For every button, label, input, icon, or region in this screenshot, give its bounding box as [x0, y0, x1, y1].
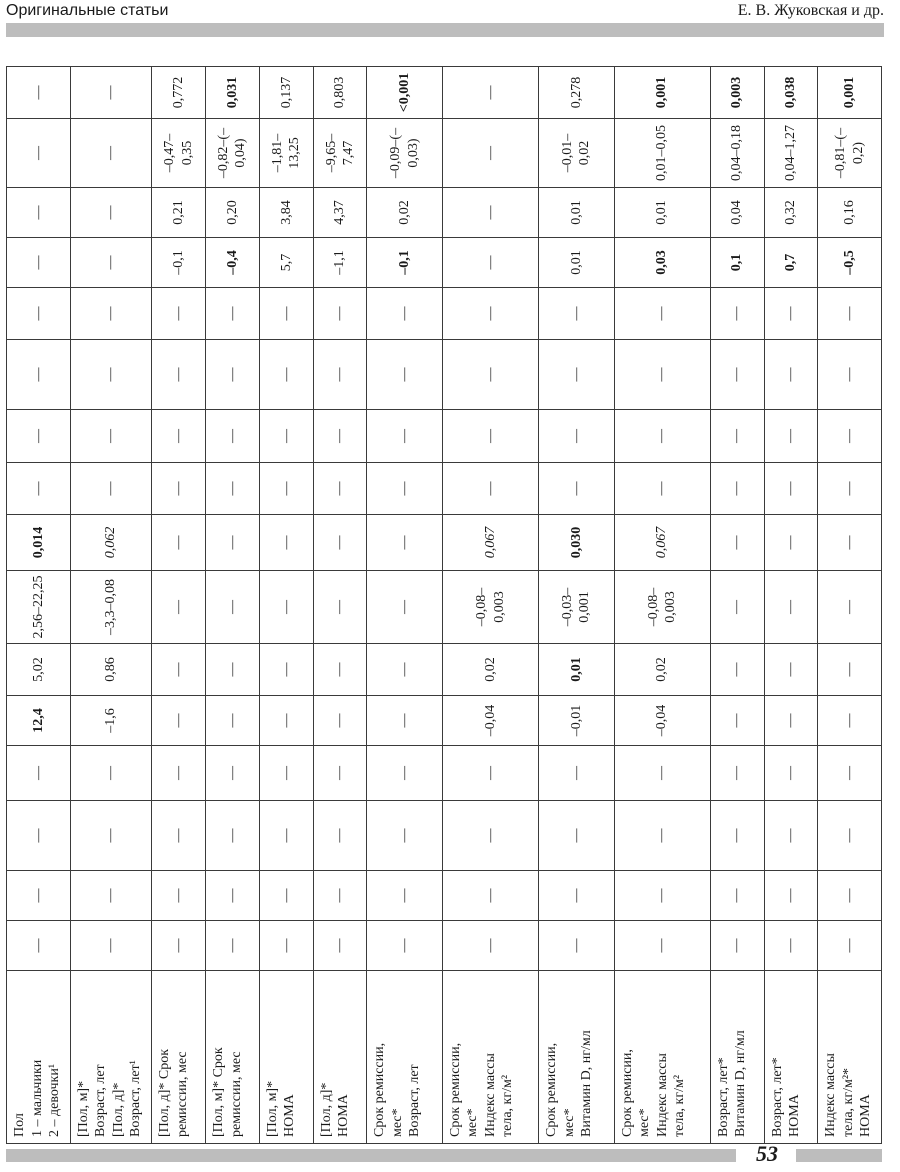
- table-cell: —: [539, 746, 615, 801]
- table-cell: 0,067: [614, 515, 710, 571]
- table-cell: —: [764, 871, 818, 921]
- table-cell: 0,031: [206, 67, 260, 119]
- table-cell: —: [818, 871, 882, 921]
- table-cell: —: [442, 871, 538, 921]
- row-label-line: [Пол, д]*: [110, 1082, 126, 1137]
- table-cell: —: [818, 571, 882, 644]
- row-label-line: ремиссии, мес: [174, 1051, 190, 1137]
- row-label-line: мес*: [389, 1108, 405, 1137]
- table-cell: 0,02: [442, 644, 538, 696]
- table-cell: —: [70, 238, 152, 288]
- table-cell: 0,01: [614, 188, 710, 238]
- table-cell: —: [367, 463, 443, 515]
- row-label-line: Срок ремисии,: [619, 1049, 635, 1137]
- table-cell: —: [367, 921, 443, 971]
- table-cell: —: [7, 463, 71, 515]
- table-cell: –0,09–(–0,03): [367, 119, 443, 188]
- table-cell: —: [539, 463, 615, 515]
- table-cell: —: [710, 463, 764, 515]
- table-cell: 0,067: [442, 515, 538, 571]
- table-cell: 0,003: [710, 67, 764, 119]
- table-cell: —: [710, 696, 764, 746]
- table-cell: —: [614, 463, 710, 515]
- row-label-line: Возраст, лет¹: [128, 1060, 144, 1137]
- table-cell: —: [764, 463, 818, 515]
- table-row: [367, 67, 443, 1144]
- table-cell: —: [206, 463, 260, 515]
- table-row: [313, 67, 367, 1144]
- table-cell: —: [70, 801, 152, 871]
- table-cell: –0,01–0,02: [539, 119, 615, 188]
- table-cell: 0,278: [539, 67, 615, 119]
- table-cell: —: [539, 921, 615, 971]
- table-cell: 3,84: [259, 188, 313, 238]
- table-cell: —: [442, 119, 538, 188]
- table-cell: 0,062: [70, 515, 152, 571]
- table-cell: 0,04–0,18: [710, 119, 764, 188]
- rotated-table-container: [6, 67, 882, 1144]
- table-cell: —: [206, 696, 260, 746]
- table-cell: —: [313, 696, 367, 746]
- table-cell: 0,32: [764, 188, 818, 238]
- footer-rule-right: [796, 1149, 882, 1162]
- row-label-line: мес*: [561, 1108, 577, 1137]
- table-cell: 0,01: [539, 238, 615, 288]
- table-cell: —: [7, 238, 71, 288]
- table-cell: 0,137: [259, 67, 313, 119]
- table-cell: —: [7, 746, 71, 801]
- table-cell: 0,1: [710, 238, 764, 288]
- row-label-line: Срок ремиссии,: [447, 1042, 463, 1137]
- table-cell: –1,81–13,25: [259, 119, 313, 188]
- row-label-line: 1 – мальчики: [29, 1059, 45, 1137]
- row-label-line: HOMA: [787, 1094, 803, 1137]
- table-cell: —: [7, 921, 71, 971]
- table-cell: —: [70, 188, 152, 238]
- table-cell: –9,65–7,47: [313, 119, 367, 188]
- table-cell: —: [818, 340, 882, 410]
- table-cell: 0,02: [367, 188, 443, 238]
- table-cell: —: [313, 515, 367, 571]
- table-cell: –3,3–0,08: [70, 571, 152, 644]
- row-label-line: Срок ремиссии,: [372, 1042, 388, 1137]
- table-cell: —: [70, 410, 152, 463]
- table-cell: —: [206, 871, 260, 921]
- table-cell: —: [70, 871, 152, 921]
- table-cell: 0,20: [206, 188, 260, 238]
- row-label-line: [Пол, д]*: [318, 1082, 334, 1137]
- row-label: [152, 971, 206, 1144]
- table-cell: 0,7: [764, 238, 818, 288]
- table-cell: —: [152, 340, 206, 410]
- table-cell: —: [710, 340, 764, 410]
- table-row: [710, 67, 764, 1144]
- table-cell: —: [259, 644, 313, 696]
- row-label: [710, 971, 764, 1144]
- table-cell: —: [259, 288, 313, 340]
- table-cell: –0,1: [367, 238, 443, 288]
- row-label-line: [Пол, м]*: [75, 1080, 91, 1137]
- row-label-line: [Пол, д]* Срок: [157, 1049, 173, 1137]
- table-cell: –0,01: [539, 696, 615, 746]
- table-row: [7, 67, 71, 1144]
- table-cell: —: [614, 746, 710, 801]
- table-row: [539, 67, 615, 1144]
- table-cell: —: [764, 410, 818, 463]
- table-cell: —: [367, 871, 443, 921]
- row-label: [764, 971, 818, 1144]
- table-cell: —: [152, 515, 206, 571]
- table-cell: —: [442, 188, 538, 238]
- table-cell: —: [764, 340, 818, 410]
- table-cell: —: [7, 288, 71, 340]
- row-label-line: Возраст, лет: [407, 1064, 423, 1137]
- table-cell: 4,37: [313, 188, 367, 238]
- table-cell: 0,01: [539, 188, 615, 238]
- regression-table: [6, 66, 882, 1144]
- table-cell: –0,4: [206, 238, 260, 288]
- table-cell: —: [710, 921, 764, 971]
- table-cell: —: [313, 921, 367, 971]
- running-header-authors: Е. В. Жуковская и др.: [737, 2, 884, 19]
- table-cell: —: [152, 746, 206, 801]
- table-cell: —: [442, 463, 538, 515]
- table-cell: 0,01–0,05: [614, 119, 710, 188]
- table-cell: —: [259, 340, 313, 410]
- table-cell: —: [614, 801, 710, 871]
- table-cell: —: [152, 696, 206, 746]
- table-cell: 0,03: [614, 238, 710, 288]
- table-row: [614, 67, 710, 1144]
- table-cell: —: [259, 696, 313, 746]
- table-cell: —: [614, 410, 710, 463]
- table-cell: —: [70, 463, 152, 515]
- table-cell: —: [367, 696, 443, 746]
- table-cell: —: [152, 410, 206, 463]
- footer-rule-left: [6, 1149, 736, 1162]
- table-cell: —: [710, 871, 764, 921]
- table-cell: —: [367, 746, 443, 801]
- table-cell: —: [7, 119, 71, 188]
- row-label-line: Индекс массы: [654, 1053, 670, 1137]
- row-label: [818, 971, 882, 1144]
- row-label-line: Индекс массы: [823, 1053, 839, 1137]
- row-label-line: HOMA: [858, 1094, 874, 1137]
- row-label-line: Возраст, лет*: [769, 1057, 785, 1137]
- table-cell: 0,038: [764, 67, 818, 119]
- table-cell: 0,001: [818, 67, 882, 119]
- table-cell: 0,04: [710, 188, 764, 238]
- table-cell: —: [539, 340, 615, 410]
- row-label-line: Витамин D, нг/мл: [733, 1030, 749, 1137]
- table-cell: —: [7, 410, 71, 463]
- row-label-line: ремиссии, мес: [228, 1051, 244, 1137]
- table-cell: —: [7, 67, 71, 119]
- table-cell: —: [367, 644, 443, 696]
- table-cell: —: [206, 644, 260, 696]
- table-cell: —: [710, 644, 764, 696]
- table-cell: —: [152, 463, 206, 515]
- table-cell: 0,803: [313, 67, 367, 119]
- table-cell: —: [367, 288, 443, 340]
- table-cell: —: [70, 288, 152, 340]
- table-cell: —: [259, 746, 313, 801]
- table-cell: 0,21: [152, 188, 206, 238]
- table-cell: —: [614, 288, 710, 340]
- table-cell: –0,03–0,001: [539, 571, 615, 644]
- table-cell: –1,6: [70, 696, 152, 746]
- table-cell: —: [206, 571, 260, 644]
- table-cell: —: [259, 921, 313, 971]
- table-cell: –0,08–0,003: [614, 571, 710, 644]
- table-cell: —: [442, 238, 538, 288]
- table-cell: —: [614, 921, 710, 971]
- row-label-line: тела, кг/м²: [672, 1074, 688, 1137]
- table-cell: —: [313, 801, 367, 871]
- table-cell: —: [152, 921, 206, 971]
- table-cell: 0,01: [539, 644, 615, 696]
- table-cell: —: [206, 340, 260, 410]
- table-cell: —: [818, 921, 882, 971]
- table-cell: —: [710, 288, 764, 340]
- table-cell: —: [259, 871, 313, 921]
- table-cell: —: [313, 340, 367, 410]
- table-cell: —: [764, 644, 818, 696]
- table-cell: –0,5: [818, 238, 882, 288]
- table-cell: —: [70, 340, 152, 410]
- table-cell: —: [614, 871, 710, 921]
- table-cell: —: [206, 410, 260, 463]
- table-cell: —: [442, 746, 538, 801]
- table-row: [70, 67, 152, 1144]
- table-cell: –0,81–(–0,2): [818, 119, 882, 188]
- table-cell: —: [818, 644, 882, 696]
- table-cell: —: [152, 644, 206, 696]
- table-cell: —: [539, 801, 615, 871]
- table-cell: –0,47–0,35: [152, 119, 206, 188]
- table-cell: —: [818, 410, 882, 463]
- row-label-line: Возраст, лет: [93, 1064, 109, 1137]
- table-cell: —: [442, 921, 538, 971]
- row-label-line: мес*: [465, 1108, 481, 1137]
- table-cell: 5,02: [7, 644, 71, 696]
- table-row: [206, 67, 260, 1144]
- table-cell: —: [764, 746, 818, 801]
- page-number: 53: [756, 1141, 778, 1166]
- table-cell: —: [764, 288, 818, 340]
- table-cell: —: [259, 410, 313, 463]
- row-label: [206, 971, 260, 1144]
- table-cell: 0,04–1,27: [764, 119, 818, 188]
- table-cell: –0,04: [442, 696, 538, 746]
- row-label-line: Витамин D, нг/мл: [579, 1030, 595, 1137]
- table-cell: —: [818, 801, 882, 871]
- table-row: [442, 67, 538, 1144]
- table-cell: —: [818, 288, 882, 340]
- row-label-line: Индекс массы: [482, 1053, 498, 1137]
- table-cell: —: [710, 410, 764, 463]
- row-label-line: Срок ремиссии,: [544, 1042, 560, 1137]
- table-cell: —: [70, 67, 152, 119]
- table-cell: 0,772: [152, 67, 206, 119]
- table-cell: –1,1: [313, 238, 367, 288]
- table-cell: —: [367, 340, 443, 410]
- table-cell: 0,001: [614, 67, 710, 119]
- table-cell: —: [764, 801, 818, 871]
- row-label-line: тела, кг/м²: [500, 1074, 516, 1137]
- row-label: [259, 971, 313, 1144]
- table-cell: —: [313, 463, 367, 515]
- table-cell: 0,16: [818, 188, 882, 238]
- row-label-line: [Пол, м]* Срок: [211, 1047, 227, 1137]
- row-label: [442, 971, 538, 1144]
- table-cell: —: [152, 571, 206, 644]
- table-cell: —: [764, 515, 818, 571]
- table-cell: —: [710, 801, 764, 871]
- table-cell: —: [764, 571, 818, 644]
- table-cell: —: [206, 921, 260, 971]
- row-label-line: 2 – девочки¹: [47, 1063, 62, 1137]
- row-label: [539, 971, 615, 1144]
- table-cell: —: [7, 188, 71, 238]
- table-cell: —: [313, 288, 367, 340]
- table-cell: —: [614, 340, 710, 410]
- table-cell: —: [313, 871, 367, 921]
- table-cell: —: [442, 288, 538, 340]
- row-label-line: HOMA: [336, 1094, 352, 1137]
- table-cell: —: [206, 801, 260, 871]
- table-cell: –0,04: [614, 696, 710, 746]
- table-row: [152, 67, 206, 1144]
- table-cell: —: [367, 410, 443, 463]
- row-label: [614, 971, 710, 1144]
- row-label-line: HOMA: [282, 1094, 298, 1137]
- table-cell: –0,1: [152, 238, 206, 288]
- table-cell: 0,030: [539, 515, 615, 571]
- row-label-line: Возраст, лет*: [715, 1057, 731, 1137]
- table-cell: —: [818, 696, 882, 746]
- running-header-section: Оригинальные статьи: [6, 2, 169, 19]
- table-cell: —: [70, 119, 152, 188]
- table-row: [818, 67, 882, 1144]
- row-label-line: тела, кг/м²*: [840, 1067, 856, 1137]
- table-cell: —: [70, 746, 152, 801]
- table-cell: —: [259, 463, 313, 515]
- table-cell: —: [206, 288, 260, 340]
- table-cell: —: [442, 801, 538, 871]
- table-cell: —: [259, 515, 313, 571]
- table-cell: 0,02: [614, 644, 710, 696]
- table-cell: —: [710, 746, 764, 801]
- table-cell: 12,4: [7, 696, 71, 746]
- row-label-line: мес*: [637, 1108, 653, 1137]
- row-label: [367, 971, 443, 1144]
- table-cell: —: [313, 746, 367, 801]
- table-cell: —: [7, 871, 71, 921]
- table-cell: —: [539, 871, 615, 921]
- table-cell: —: [152, 871, 206, 921]
- table-cell: —: [710, 571, 764, 644]
- table-cell: —: [818, 746, 882, 801]
- table-cell: —: [70, 921, 152, 971]
- row-label: [70, 971, 152, 1144]
- table-cell: —: [152, 801, 206, 871]
- table-cell: —: [710, 515, 764, 571]
- table-cell: —: [764, 921, 818, 971]
- row-label: [313, 971, 367, 1144]
- table-cell: —: [539, 288, 615, 340]
- table-cell: —: [367, 801, 443, 871]
- table-row: [764, 67, 818, 1144]
- table-cell: 0,86: [70, 644, 152, 696]
- table-cell: —: [313, 644, 367, 696]
- table-cell: –0,82–(–0,04): [206, 119, 260, 188]
- table-cell: –0,08–0,003: [442, 571, 538, 644]
- table-cell: —: [313, 410, 367, 463]
- table-cell: 2,56–22,25: [7, 571, 71, 644]
- table-cell: 0,014: [7, 515, 71, 571]
- table-cell: —: [442, 67, 538, 119]
- table-cell: —: [313, 571, 367, 644]
- table-cell: —: [7, 340, 71, 410]
- row-label-line: Пол: [12, 1113, 27, 1137]
- table-cell: —: [367, 515, 443, 571]
- row-label: [7, 971, 71, 1144]
- table-cell: —: [206, 515, 260, 571]
- table-cell: —: [442, 410, 538, 463]
- table-cell: —: [539, 410, 615, 463]
- table-cell: —: [152, 288, 206, 340]
- table-cell: —: [367, 571, 443, 644]
- header-rule: [6, 23, 884, 37]
- table-cell: 5,7: [259, 238, 313, 288]
- table-row: [259, 67, 313, 1144]
- table-cell: —: [206, 746, 260, 801]
- table-cell: —: [259, 801, 313, 871]
- table-cell: —: [764, 696, 818, 746]
- table-cell: <0,001: [367, 67, 443, 119]
- table-cell: —: [818, 515, 882, 571]
- table-cell: —: [7, 801, 71, 871]
- row-label-line: [Пол, м]*: [264, 1080, 280, 1137]
- table-cell: —: [259, 571, 313, 644]
- table-cell: —: [818, 463, 882, 515]
- table-cell: —: [442, 340, 538, 410]
